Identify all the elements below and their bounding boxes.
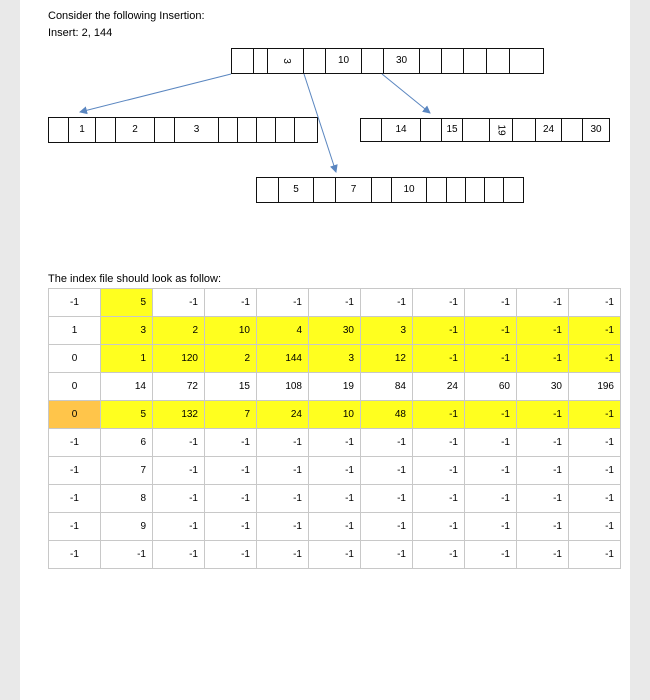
table-cell: 30 [309, 317, 361, 345]
right-leaf-cell: 19 [489, 118, 513, 142]
table-cell: 24 [413, 373, 465, 401]
table-cell: -1 [153, 513, 205, 541]
table-cell: -1 [309, 513, 361, 541]
table-cell: -1 [153, 541, 205, 569]
table-cell: -1 [465, 485, 517, 513]
table-cell: 72 [153, 373, 205, 401]
table-cell: -1 [413, 289, 465, 317]
table-cell: -1 [205, 457, 257, 485]
table-cell: -1 [517, 485, 569, 513]
pointer-arrows [20, 0, 630, 240]
table-cell: 10 [309, 401, 361, 429]
table-row [49, 541, 621, 569]
table-cell: -1 [361, 289, 413, 317]
table-cell: 2 [205, 345, 257, 373]
table-cell: -1 [517, 317, 569, 345]
table-cell: -1 [465, 429, 517, 457]
table-cell: -1 [205, 485, 257, 513]
table-cell: -1 [49, 457, 101, 485]
table-cell: 3 [361, 317, 413, 345]
table-row [49, 513, 621, 541]
table-cell: -1 [153, 289, 205, 317]
table-cell: 14 [101, 373, 153, 401]
document-page [20, 0, 630, 700]
table-cell: 84 [361, 373, 413, 401]
table-cell: -1 [569, 401, 621, 429]
table-cell: -1 [205, 513, 257, 541]
table-cell: -1 [49, 485, 101, 513]
table-cell: -1 [205, 289, 257, 317]
table-cell: -1 [101, 541, 153, 569]
table-cell: -1 [413, 429, 465, 457]
root-cell: 3 [267, 48, 304, 74]
table-cell: -1 [413, 457, 465, 485]
table-cell: -1 [413, 541, 465, 569]
table-cell: -1 [517, 345, 569, 373]
table-cell: -1 [205, 541, 257, 569]
right-leaf-cell: 24 [535, 118, 562, 142]
right-leaf-cell: 14 [381, 118, 421, 142]
middle-leaf-cell: 7 [335, 177, 372, 203]
arrow-to-right-leaf [382, 74, 430, 113]
table-cell: 5 [101, 289, 153, 317]
table-row [49, 429, 621, 457]
table-cell: 196 [569, 373, 621, 401]
table-cell: 6 [101, 429, 153, 457]
table-row [49, 317, 621, 345]
table-cell: -1 [309, 289, 361, 317]
table-cell: 48 [361, 401, 413, 429]
table-cell: 0 [49, 345, 101, 373]
table-cell: -1 [465, 289, 517, 317]
table-row [49, 289, 621, 317]
table-cell: -1 [569, 513, 621, 541]
left-leaf-cell: 2 [115, 117, 155, 143]
table-cell: 9 [101, 513, 153, 541]
table-cell: 30 [517, 373, 569, 401]
table-cell: -1 [569, 485, 621, 513]
table-cell: -1 [569, 429, 621, 457]
table-cell: -1 [49, 289, 101, 317]
table-row [49, 345, 621, 373]
table-cell: -1 [569, 289, 621, 317]
table-cell: -1 [49, 513, 101, 541]
table-cell: -1 [517, 289, 569, 317]
arrow-to-left-leaf [80, 74, 231, 112]
table-cell: -1 [49, 541, 101, 569]
table-cell: -1 [517, 457, 569, 485]
table-cell: 144 [257, 345, 309, 373]
table-cell: -1 [413, 513, 465, 541]
table-cell: -1 [257, 541, 309, 569]
table-cell: -1 [465, 317, 517, 345]
table-cell: -1 [153, 429, 205, 457]
middle-leaf-cell: 10 [391, 177, 427, 203]
left-leaf-cell: 1 [68, 117, 96, 143]
table-cell: 24 [257, 401, 309, 429]
table-cell: -1 [257, 457, 309, 485]
table-cell: -1 [413, 485, 465, 513]
table-cell: 4 [257, 317, 309, 345]
table-row [49, 401, 621, 429]
right-leaf-cell: 15 [441, 118, 463, 142]
table-cell: -1 [49, 429, 101, 457]
table-cell: 19 [309, 373, 361, 401]
table-cell: -1 [205, 429, 257, 457]
table-cell: -1 [517, 429, 569, 457]
table-cell: 10 [205, 317, 257, 345]
table-cell: -1 [413, 345, 465, 373]
table-cell: 1 [49, 317, 101, 345]
table-cell: -1 [309, 457, 361, 485]
table-cell: -1 [465, 513, 517, 541]
table-cell: -1 [257, 289, 309, 317]
table-cell: -1 [569, 541, 621, 569]
table-cell: 3 [101, 317, 153, 345]
table-cell: -1 [361, 485, 413, 513]
table-cell: 1 [101, 345, 153, 373]
table-cell: -1 [361, 429, 413, 457]
table-cell: -1 [569, 345, 621, 373]
table-cell: 12 [361, 345, 413, 373]
root-cell: 10 [325, 48, 362, 74]
table-cell: -1 [257, 513, 309, 541]
table-cell: 3 [309, 345, 361, 373]
table-cell: 5 [101, 401, 153, 429]
table-cell: -1 [257, 429, 309, 457]
table-cell: -1 [257, 485, 309, 513]
intro-line: Consider the following Insertion: [48, 10, 205, 22]
table-cell: -1 [153, 457, 205, 485]
table-cell: 7 [205, 401, 257, 429]
table-cell: 2 [153, 317, 205, 345]
table-cell: 132 [153, 401, 205, 429]
table-cell: 8 [101, 485, 153, 513]
table-cell: -1 [465, 541, 517, 569]
table-cell: -1 [569, 457, 621, 485]
index-file-table [48, 288, 621, 569]
table-cell: 120 [153, 345, 205, 373]
table-cell: -1 [361, 513, 413, 541]
table-cell: 7 [101, 457, 153, 485]
table-cell: -1 [517, 401, 569, 429]
table-cell: -1 [413, 401, 465, 429]
middle-leaf-cell: 5 [278, 177, 314, 203]
table-cell: 15 [205, 373, 257, 401]
table-cell: 0 [49, 401, 101, 429]
table-title: The index file should look as follow: [48, 273, 222, 285]
table-cell: -1 [309, 485, 361, 513]
table-cell: -1 [309, 429, 361, 457]
table-row [49, 457, 621, 485]
table-cell: -1 [361, 541, 413, 569]
insert-line: Insert: 2, 144 [48, 27, 113, 39]
right-leaf-cell: 30 [582, 118, 610, 142]
table-cell: -1 [517, 513, 569, 541]
table-cell: 60 [465, 373, 517, 401]
table-row [49, 485, 621, 513]
table-cell: 108 [257, 373, 309, 401]
table-cell: 0 [49, 373, 101, 401]
table-cell: -1 [465, 401, 517, 429]
arrow-to-middle-leaf [304, 74, 336, 172]
root-cell: 30 [383, 48, 420, 74]
table-cell: -1 [153, 485, 205, 513]
table-cell: -1 [361, 457, 413, 485]
table-cell: -1 [465, 457, 517, 485]
table-cell: -1 [465, 345, 517, 373]
table-cell: -1 [517, 541, 569, 569]
table-cell: -1 [413, 317, 465, 345]
left-leaf-cell: 3 [174, 117, 219, 143]
table-row [49, 373, 621, 401]
table-cell: -1 [309, 541, 361, 569]
table-cell: -1 [569, 317, 621, 345]
